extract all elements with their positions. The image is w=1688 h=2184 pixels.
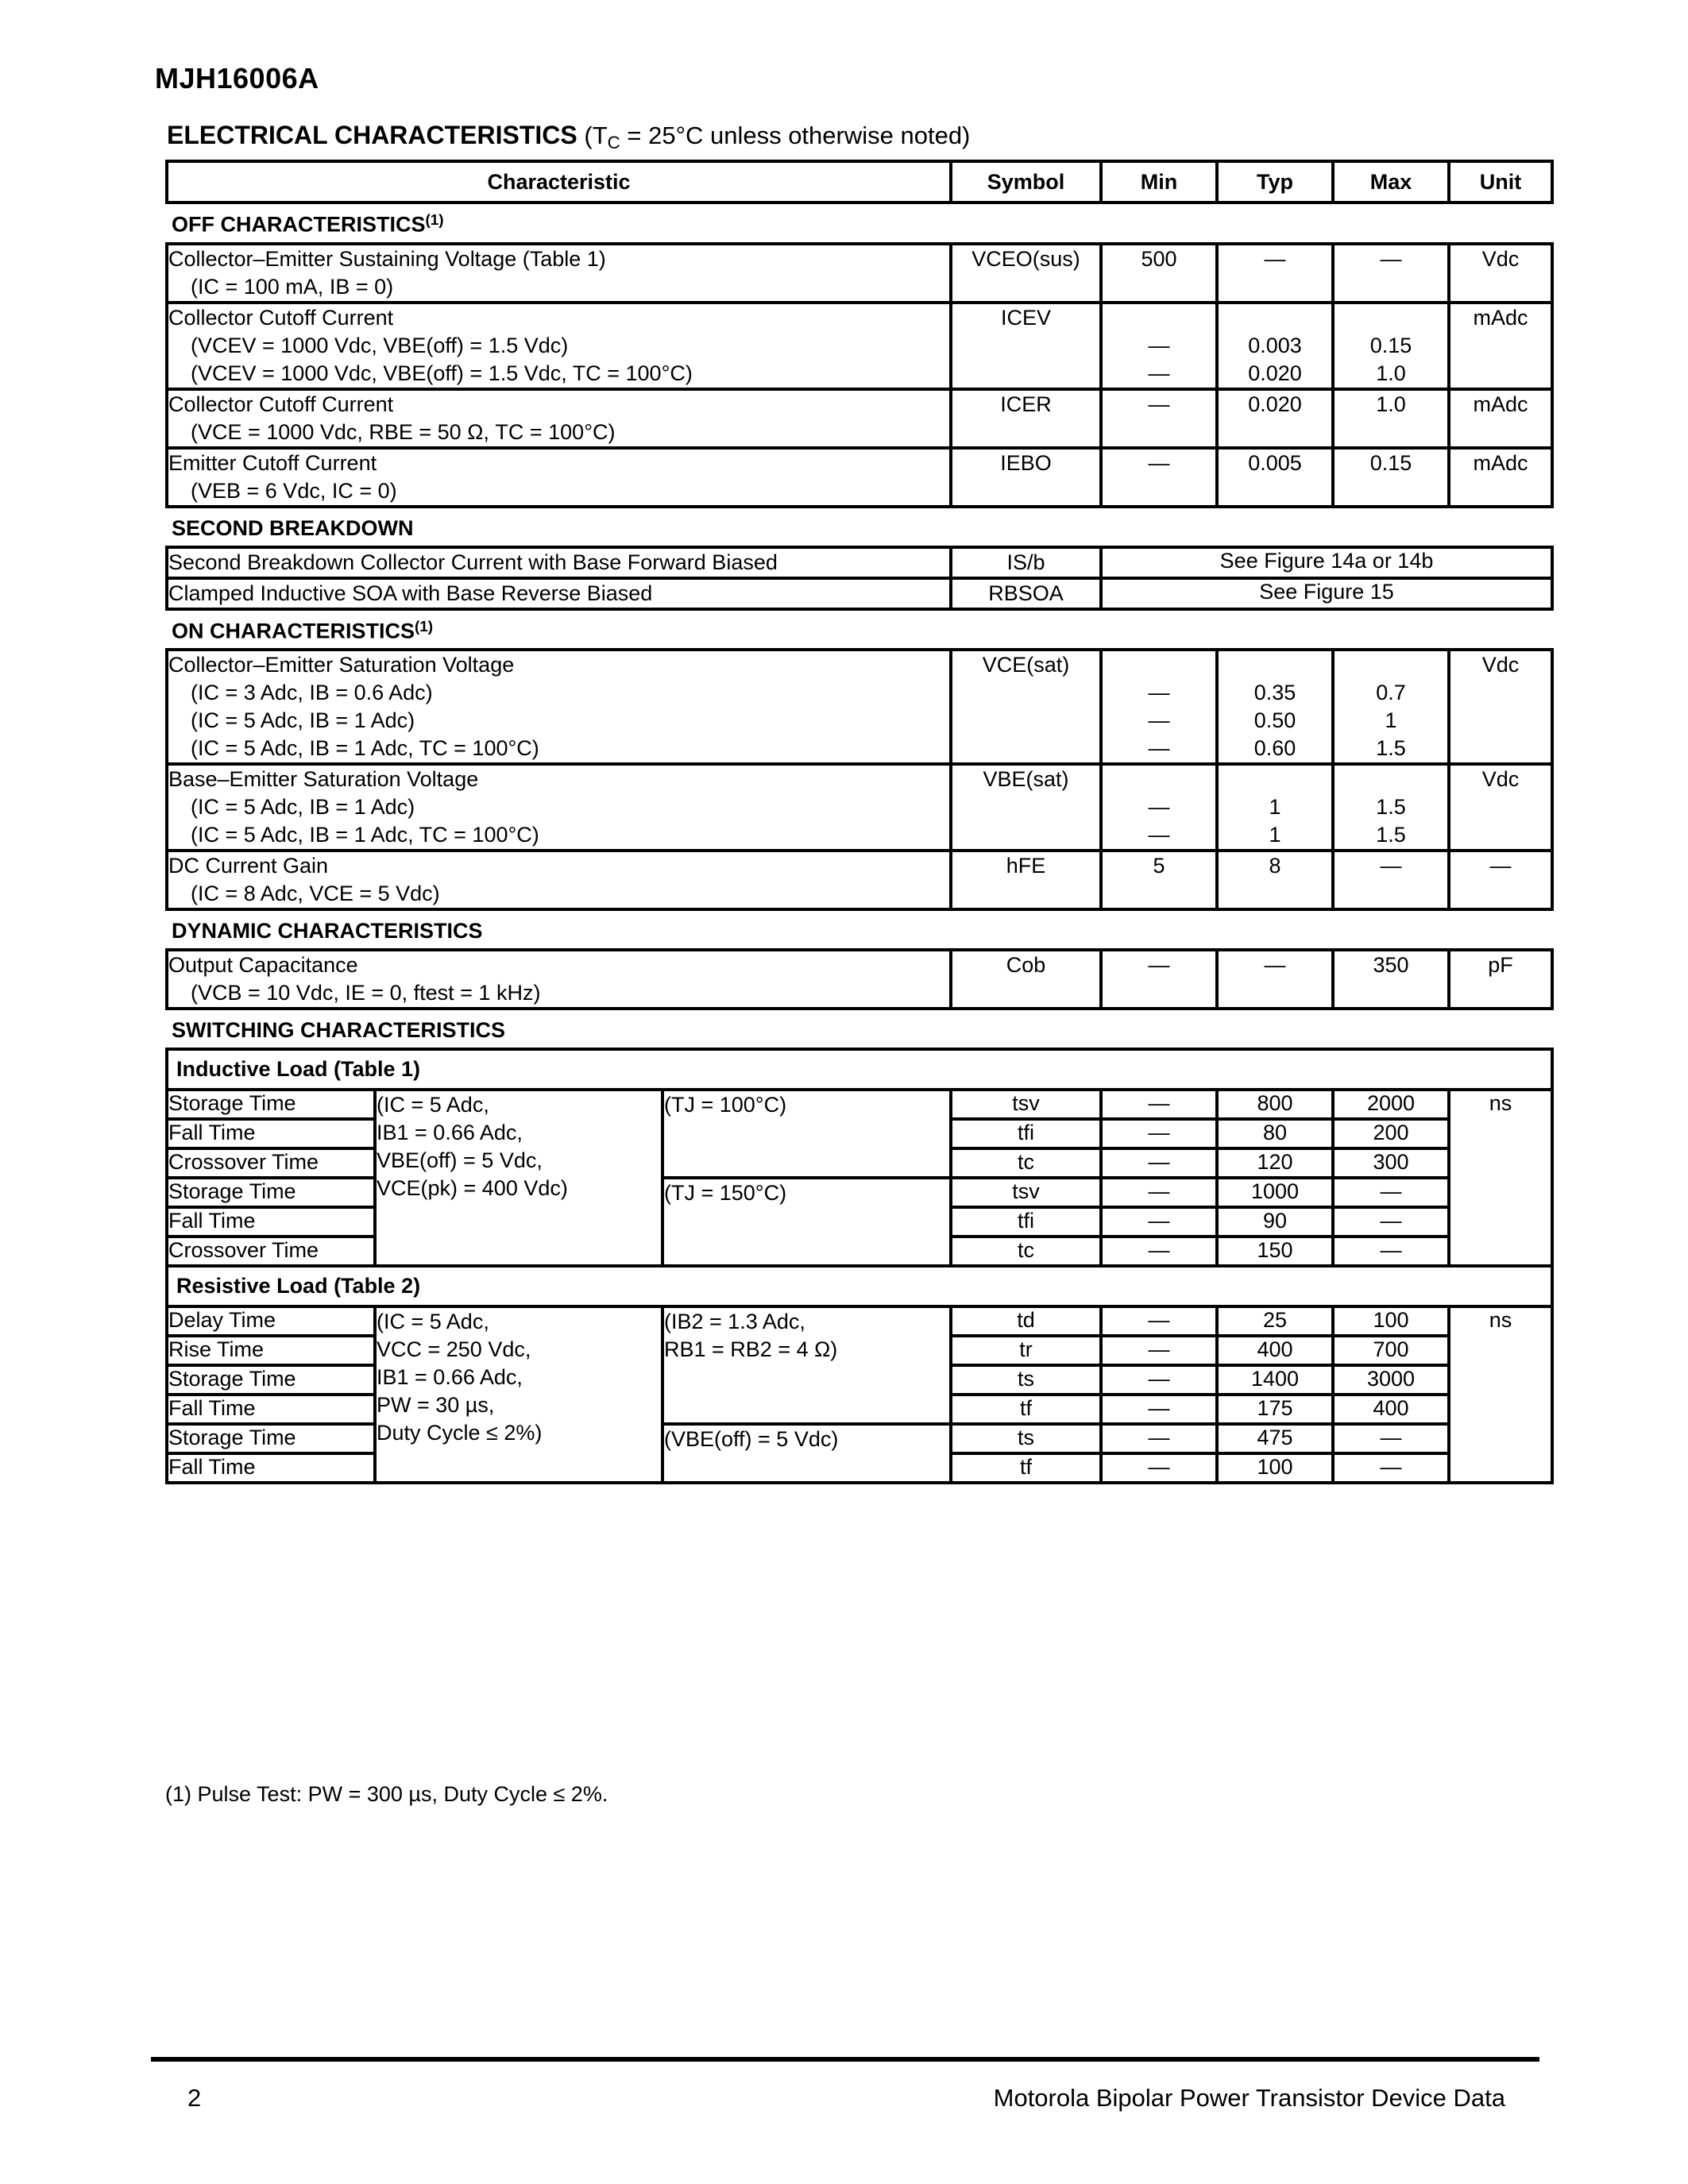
- row-icev: [167, 303, 1552, 389]
- resistive-typ: 400: [1217, 1336, 1333, 1365]
- cob-unit: pF: [1449, 950, 1552, 1009]
- footer-publication: Motorola Bipolar Power Transistor Device Data: [993, 2084, 1505, 2112]
- vbesat-max1: 1.5: [1376, 795, 1406, 819]
- resistive-sym: tf: [951, 1395, 1101, 1424]
- resistive-max: —: [1333, 1453, 1449, 1483]
- resistive-max: 3000: [1333, 1365, 1449, 1395]
- inductive-sym: tfi: [951, 1207, 1101, 1237]
- isb-sym: IS/b: [951, 547, 1101, 578]
- vbesat-c2: (IC = 5 Adc, IB = 1 Adc, TC = 100°C): [191, 823, 539, 847]
- inductive-typ: 150: [1217, 1237, 1333, 1266]
- inductive-typ: 800: [1217, 1090, 1333, 1119]
- resistive-name: Fall Time: [167, 1453, 375, 1483]
- vceo-sym: VCEO(sus): [951, 244, 1101, 303]
- vcesat-max3: 1.5: [1376, 736, 1406, 760]
- vceo-typ: —: [1217, 244, 1333, 303]
- icer-cond: (VCE = 1000 Vdc, RBE = 50 Ω, TC = 100°C): [191, 419, 616, 444]
- vcesat-c2: (IC = 5 Adc, IB = 1 Adc): [191, 708, 415, 732]
- resistive-max: —: [1333, 1424, 1449, 1453]
- inductive-tj100: (TJ = 100°C): [662, 1090, 951, 1178]
- inductive-sym: tc: [951, 1237, 1101, 1266]
- title-main: ELECTRICAL CHARACTERISTICS: [167, 121, 577, 149]
- resistive-sym: td: [951, 1306, 1101, 1336]
- res-cond-line-3: PW = 30 µs,: [377, 1393, 495, 1417]
- vceo-name: Collector–Emitter Sustaining Voltage (Table 1): [168, 246, 606, 271]
- inductive-max: 200: [1333, 1119, 1449, 1148]
- resistive-min: —: [1101, 1395, 1217, 1424]
- inductive-sym: tsv: [951, 1178, 1101, 1207]
- vcesat-typ3: 0.60: [1253, 736, 1296, 760]
- vbesat-name: Base–Emitter Saturation Voltage: [168, 767, 479, 791]
- inductive-name: Storage Time: [167, 1178, 375, 1207]
- vbesat-max2: 1.5: [1376, 823, 1406, 847]
- inductive-min: —: [1101, 1178, 1217, 1207]
- resistive-cond-b: (VBE(off) = 5 Vdc): [662, 1424, 951, 1483]
- resistive-min: —: [1101, 1453, 1217, 1483]
- resistive-max: 100: [1333, 1306, 1449, 1336]
- icev-min2: —: [1148, 361, 1170, 385]
- icev-max2: 1.0: [1376, 361, 1406, 385]
- row-isb: [167, 547, 1552, 578]
- vceo-unit: Vdc: [1449, 244, 1552, 303]
- col-unit: Unit: [1449, 161, 1552, 203]
- resistive-name: Delay Time: [167, 1306, 375, 1336]
- cob-name: Output Capacitance: [168, 953, 358, 977]
- hfe-typ: 8: [1217, 851, 1333, 909]
- icer-min: —: [1101, 389, 1217, 448]
- inductive-sym: tc: [951, 1148, 1101, 1178]
- inductive-load-header: Inductive Load (Table 1): [167, 1049, 1552, 1090]
- iebo-name: Emitter Cutoff Current: [168, 450, 377, 475]
- footer-rule: [151, 2057, 1539, 2062]
- row-iebo: [167, 448, 1552, 507]
- icev-min: [1101, 303, 1217, 389]
- title-cond-pre: (T: [584, 122, 608, 149]
- col-max: Max: [1333, 161, 1449, 203]
- inductive-common-conditions: [375, 1090, 662, 1266]
- inductive-min: —: [1101, 1119, 1217, 1148]
- vcesat-max2: 1: [1385, 708, 1397, 732]
- resistive-common-conditions: [375, 1306, 662, 1483]
- section-switching: SWITCHING CHARACTERISTICS: [167, 1009, 1552, 1049]
- row-vcesat: [167, 650, 1552, 764]
- resistive-sym: tf: [951, 1453, 1101, 1483]
- cob-cond: (VCB = 10 Vdc, IE = 0, ftest = 1 kHz): [191, 981, 541, 1005]
- section-on-label: ON CHARACTERISTICS: [172, 619, 415, 642]
- section-off-label: OFF CHARACTERISTICS: [172, 212, 426, 237]
- inductive-typ: 1000: [1217, 1178, 1333, 1207]
- vcesat-typ1: 0.35: [1253, 681, 1296, 704]
- vbesat-min1: —: [1148, 795, 1170, 819]
- vcesat-name: Collector–Emitter Saturation Voltage: [168, 653, 515, 677]
- isb-ref: See Figure 14a or 14b: [1101, 547, 1552, 578]
- vcesat-c1: (IC = 3 Adc, IB = 0.6 Adc): [191, 681, 433, 704]
- row-rbsoa: [167, 578, 1552, 609]
- inductive-min: —: [1101, 1148, 1217, 1178]
- res-cond-line-1: VCC = 250 Vdc,: [377, 1337, 531, 1361]
- cob-sym: Cob: [951, 950, 1101, 1009]
- inductive-typ: 80: [1217, 1119, 1333, 1148]
- row-hfe: [167, 851, 1552, 909]
- icev-name: Collector Cutoff Current: [168, 305, 394, 330]
- inductive-max: 300: [1333, 1148, 1449, 1178]
- resistive-typ: 475: [1217, 1424, 1333, 1453]
- icer-name: Collector Cutoff Current: [168, 392, 394, 416]
- vcesat-min1: —: [1148, 681, 1170, 704]
- resistive-rows: [167, 1306, 1552, 1483]
- icev-min1: —: [1148, 333, 1170, 357]
- icev-sym: ICEV: [951, 303, 1101, 389]
- hfe-min: 5: [1101, 851, 1217, 909]
- col-min: Min: [1101, 161, 1217, 203]
- icev-cond2: (VCEV = 1000 Vdc, VBE(off) = 1.5 Vdc, TC = 100°C): [191, 361, 693, 385]
- resistive-cond-a: [662, 1306, 951, 1424]
- res-cond-a-line-1: RB1 = RB2 = 4 Ω): [664, 1337, 838, 1361]
- resistive-typ: 25: [1217, 1306, 1333, 1336]
- icev-typ: [1217, 303, 1333, 389]
- icev-typ1: 0.003: [1248, 333, 1302, 357]
- ind-cond-line-3: VCE(pk) = 400 Vdc): [377, 1176, 568, 1200]
- hfe-cond: (IC = 8 Adc, VCE = 5 Vdc): [191, 882, 440, 905]
- inductive-typ: 120: [1217, 1148, 1333, 1178]
- col-symbol: Symbol: [951, 161, 1101, 203]
- inductive-max: 2000: [1333, 1090, 1449, 1119]
- vbesat-unit: Vdc: [1449, 764, 1552, 851]
- iebo-max: 0.15: [1333, 448, 1449, 507]
- vcesat-sym: VCE(sat): [951, 650, 1101, 764]
- resistive-min: —: [1101, 1424, 1217, 1453]
- vbesat-min2: —: [1148, 823, 1170, 847]
- inductive-typ: 90: [1217, 1207, 1333, 1237]
- inductive-row: [167, 1178, 1552, 1207]
- section-second-breakdown: SECOND BREAKDOWN: [167, 507, 1552, 547]
- inductive-name: Crossover Time: [167, 1148, 375, 1178]
- vbesat-typ: [1217, 764, 1333, 851]
- resistive-sym: ts: [951, 1365, 1101, 1395]
- vceo-max: —: [1333, 244, 1449, 303]
- footnote: (1) Pulse Test: PW = 300 µs, Duty Cycle ≤ 2%.: [165, 1782, 608, 1806]
- vcesat-unit: Vdc: [1449, 650, 1552, 764]
- electrical-characteristics-table: [165, 160, 1554, 1484]
- iebo-unit: mAdc: [1449, 448, 1552, 507]
- icev-max1: 0.15: [1369, 333, 1412, 357]
- vbesat-min: [1101, 764, 1217, 851]
- hfe-max: —: [1333, 851, 1449, 909]
- inductive-unit: ns: [1449, 1090, 1552, 1266]
- resistive-sym: tr: [951, 1336, 1101, 1365]
- inductive-name: Fall Time: [167, 1207, 375, 1237]
- resistive-max: 400: [1333, 1395, 1449, 1424]
- iebo-min: —: [1101, 448, 1217, 507]
- inductive-max: —: [1333, 1207, 1449, 1237]
- vbesat-typ2: 1: [1269, 823, 1281, 847]
- resistive-max: 700: [1333, 1336, 1449, 1365]
- hfe-name: DC Current Gain: [168, 854, 329, 878]
- inductive-min: —: [1101, 1090, 1217, 1119]
- rbsoa-name: Clamped Inductive SOA with Base Reverse Biased: [167, 578, 951, 609]
- vcesat-min3: —: [1148, 736, 1170, 760]
- part-number: MJH16006A: [155, 62, 319, 95]
- section-on-note: (1): [415, 618, 434, 635]
- resistive-min: —: [1101, 1365, 1217, 1395]
- iebo-typ: 0.005: [1217, 448, 1333, 507]
- inductive-max: —: [1333, 1237, 1449, 1266]
- iebo-sym: IEBO: [951, 448, 1101, 507]
- page-number: 2: [187, 2084, 202, 2112]
- col-typ: Typ: [1217, 161, 1333, 203]
- res-cond-line-0: (IC = 5 Adc,: [377, 1310, 489, 1333]
- resistive-name: Storage Time: [167, 1365, 375, 1395]
- hfe-unit: —: [1449, 851, 1552, 909]
- iebo-cond: (VEB = 6 Vdc, IC = 0): [191, 478, 397, 503]
- ind-cond-line-1: IB1 = 0.66 Adc,: [377, 1121, 523, 1144]
- resistive-typ: 100: [1217, 1453, 1333, 1483]
- resistive-name: Rise Time: [167, 1336, 375, 1365]
- vcesat-c3: (IC = 5 Adc, IB = 1 Adc, TC = 100°C): [191, 736, 539, 760]
- section-title: [167, 121, 970, 153]
- vcesat-typ: [1217, 650, 1333, 764]
- vceo-cond: (IC = 100 mA, IB = 0): [191, 274, 394, 299]
- res-cond-line-2: IB1 = 0.66 Adc,: [377, 1365, 523, 1389]
- ind-cond-line-0: (IC = 5 Adc,: [377, 1093, 489, 1117]
- row-icer: [167, 389, 1552, 448]
- inductive-row: [167, 1090, 1552, 1119]
- resistive-row: [167, 1306, 1552, 1336]
- inductive-min: —: [1101, 1207, 1217, 1237]
- inductive-min: —: [1101, 1237, 1217, 1266]
- inductive-max: —: [1333, 1178, 1449, 1207]
- resistive-min: —: [1101, 1306, 1217, 1336]
- vceo-min: 500: [1101, 244, 1217, 303]
- icev-cond1: (VCEV = 1000 Vdc, VBE(off) = 1.5 Vdc): [191, 333, 569, 357]
- vbesat-c1: (IC = 5 Adc, IB = 1 Adc): [191, 795, 415, 819]
- icev-unit: mAdc: [1449, 303, 1552, 389]
- isb-name: Second Breakdown Collector Current with Base Forward Biased: [167, 547, 951, 578]
- cob-typ: —: [1217, 950, 1333, 1009]
- inductive-tj150: (TJ = 150°C): [662, 1178, 951, 1266]
- inductive-sym: tfi: [951, 1119, 1101, 1148]
- icer-max: 1.0: [1333, 389, 1449, 448]
- section-dynamic: DYNAMIC CHARACTERISTICS: [167, 909, 1552, 950]
- title-cond-post: = 25°C unless otherwise noted): [620, 122, 971, 149]
- row-vceo: [167, 244, 1552, 303]
- col-characteristic: Characteristic: [167, 161, 951, 203]
- inductive-name: Crossover Time: [167, 1237, 375, 1266]
- rbsoa-sym: RBSOA: [951, 578, 1101, 609]
- cob-max: 350: [1333, 950, 1449, 1009]
- inductive-rows: [167, 1090, 1552, 1266]
- res-cond-a-line-0: (IB2 = 1.3 Adc,: [664, 1310, 805, 1333]
- vbesat-sym: VBE(sat): [951, 764, 1101, 851]
- rbsoa-ref: See Figure 15: [1101, 578, 1552, 609]
- icev-max: [1333, 303, 1449, 389]
- row-cob: [167, 950, 1552, 1009]
- vcesat-max: [1333, 650, 1449, 764]
- row-vbesat: [167, 764, 1552, 851]
- vcesat-max1: 0.7: [1376, 681, 1406, 704]
- vcesat-min2: —: [1148, 708, 1170, 732]
- section-on: [167, 609, 1552, 650]
- resistive-min: —: [1101, 1336, 1217, 1365]
- resistive-sym: ts: [951, 1424, 1101, 1453]
- inductive-sym: tsv: [951, 1090, 1101, 1119]
- inductive-name: Fall Time: [167, 1119, 375, 1148]
- res-cond-line-4: Duty Cycle ≤ 2%): [377, 1421, 543, 1445]
- resistive-typ: 175: [1217, 1395, 1333, 1424]
- resistive-name: Fall Time: [167, 1395, 375, 1424]
- icev-typ2: 0.020: [1248, 361, 1302, 385]
- inductive-name: Storage Time: [167, 1090, 375, 1119]
- vcesat-typ2: 0.50: [1253, 708, 1296, 732]
- resistive-unit: ns: [1449, 1306, 1552, 1483]
- vbesat-typ1: 1: [1269, 795, 1281, 819]
- icer-unit: mAdc: [1449, 389, 1552, 448]
- vcesat-min: [1101, 650, 1217, 764]
- resistive-load-header: Resistive Load (Table 2): [167, 1266, 1552, 1306]
- header-row: [167, 161, 1552, 203]
- resistive-typ: 1400: [1217, 1365, 1333, 1395]
- icer-typ: 0.020: [1217, 389, 1333, 448]
- title-cond-sub: C: [607, 133, 620, 153]
- icer-sym: ICER: [951, 389, 1101, 448]
- resistive-name: Storage Time: [167, 1424, 375, 1453]
- cob-min: —: [1101, 950, 1217, 1009]
- ind-cond-line-2: VBE(off) = 5 Vdc,: [377, 1148, 543, 1172]
- resistive-row: [167, 1424, 1552, 1453]
- section-off: [167, 203, 1552, 244]
- section-off-note: (1): [425, 212, 444, 229]
- hfe-sym: hFE: [951, 851, 1101, 909]
- vbesat-max: [1333, 764, 1449, 851]
